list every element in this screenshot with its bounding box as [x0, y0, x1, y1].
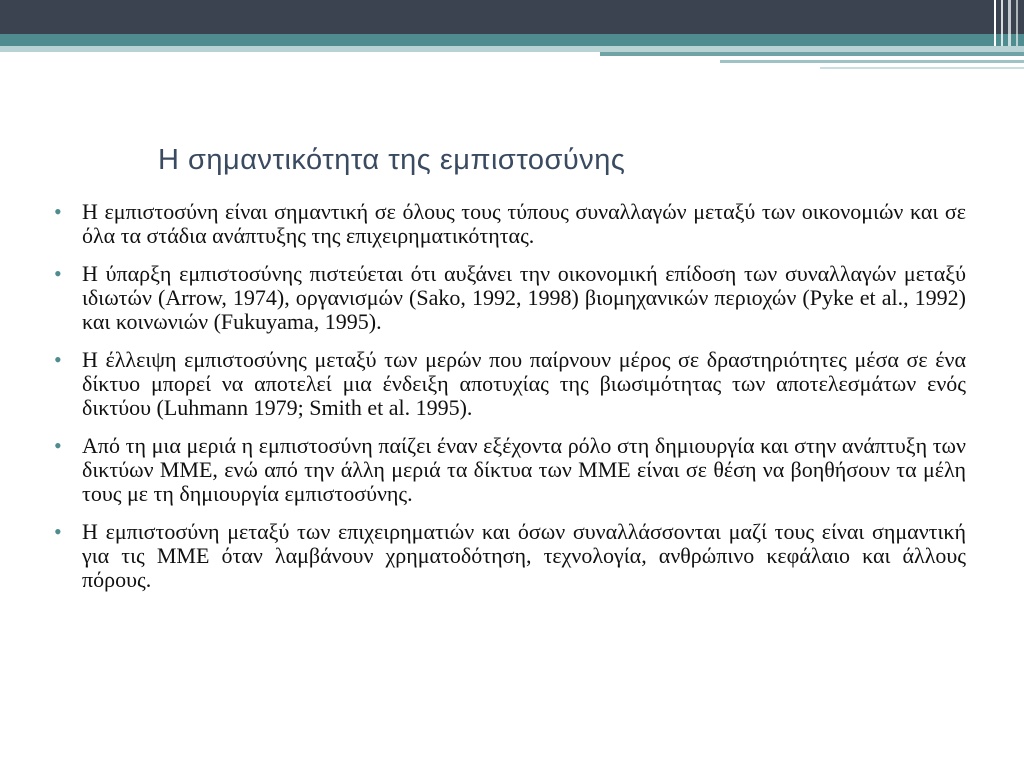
decor-stripe	[1008, 0, 1011, 46]
decor-line	[720, 60, 1024, 63]
decor-line	[600, 52, 1024, 56]
bullet-item: • Από τη μια μεριά η εμπιστοσύνη παίζει έναν εξέχοντα ρόλο στη δημιουργία και στην ανάπτυξη των δικτύων ΜΜΕ, ενώ από την άλλη μεριά τα δίκτυα των ΜΜΕ είναι σε θέση να βοηθήσουν τα μέλη τους με τη δημιουργία εμπιστοσύνης.	[54, 434, 966, 506]
header-bar	[0, 0, 1024, 34]
bullet-item: • Η εμπιστοσύνη είναι σημαντική σε όλους τους τύπους συναλλαγών μεταξύ των οικονομιών και σε όλα τα στάδια ανάπτυξης της επιχειρηματικότητας.	[54, 200, 966, 248]
bullet-item: • Η εμπιστοσύνη μεταξύ των επιχειρηματιών και όσων συναλλάσσονται μαζί τους είναι σημαντική για τις ΜΜΕ όταν λαμβάνουν χρηματοδότηση, τεχνολογία, ανθρώπινο κεφάλαιο και άλλους πόρους.	[54, 520, 966, 592]
decor-stripe	[1001, 0, 1003, 46]
decor-line	[820, 67, 1024, 69]
bullet-item: • Η ύπαρξη εμπιστοσύνης πιστεύεται ότι αυξάνει την οικονομική επίδοση των συναλλαγών μεταξύ ιδιωτών (Arrow, 1974), οργανισμών (Sako, 1992, 1998) βιομηχανικών περιοχών (Pyke et al., 1992) και κοινωνιών (Fukuyama, 1995).	[54, 262, 966, 334]
bullet-list	[54, 200, 966, 606]
decor-stripe	[994, 0, 996, 46]
slide-title: Η σημαντικότητα της εμπιστοσύνης	[158, 144, 626, 176]
header-accent-band	[0, 34, 1024, 46]
bullet-item: • Η έλλειψη εμπιστοσύνης μεταξύ των μερών που παίρνουν μέρος σε δραστηριότητες μέσα σε ένα δίκτυο μπορεί να αποτελεί μια ένδειξη αποτυχίας της βιωσιμότητας των αποτελεσμάτων ενός δικτύου (Luhmann 1979; Smith et al. 1995).	[54, 348, 966, 420]
decor-stripe	[1016, 0, 1018, 46]
